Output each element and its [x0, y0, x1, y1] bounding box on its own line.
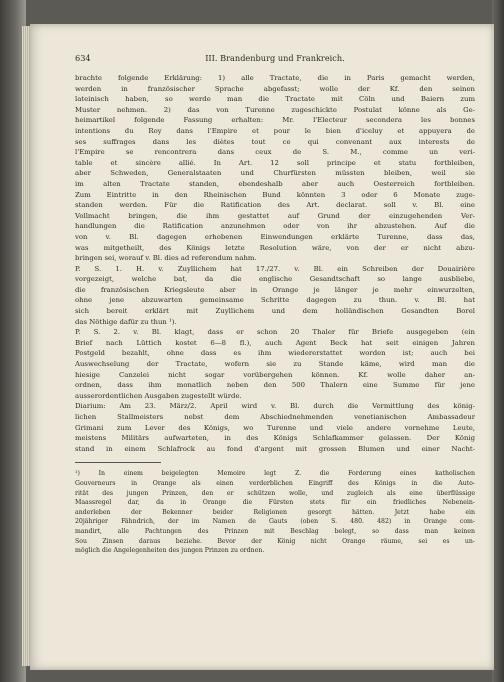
text-line: l'Empire se rencontrera dans ceux de S. M., comme un veri- [75, 148, 475, 157]
text-line: Vollmacht bringen, die ihm gestattet auf Grund der einzugehenden Ver- [75, 211, 475, 220]
text-line: Auswechselung der Tractate, wofern sie zu Stande käme, wird man die [75, 360, 475, 369]
text-line: ordnen, dass ihm monatlich neben den 500 Thalern eine Summe für jene [75, 381, 475, 390]
text-line: was mitgetheilt, des Königs letzte Resolution wäre, von der er nicht abzu- [75, 243, 475, 252]
text-line: aber Schweden, Generalstaaten und Churfürsten müssten bleiben, weil sie [75, 169, 475, 178]
footnote-line: Gouverneurs in Orange als einen verderblichen Eingriff des Königs in die Auto- [75, 479, 475, 487]
text-line: sich bereit erklärt mit Zuyllichem und dem holländischen Gesandten Borel [75, 307, 475, 316]
paragraph-ps2 [75, 327, 475, 401]
text-line: das Nöthige dafür zu thun ¹). [75, 317, 177, 326]
text-line: meistens Militärs aufwarteten, in des Königs Schlafkammer gelassen. Der König [75, 434, 475, 443]
page-content [75, 53, 475, 556]
page-number: 634 [75, 53, 91, 63]
footnote-line: rität des jungen Prinzen, den er schützen wolle, und zugleich als eine überflüssige [75, 489, 475, 497]
text-line: die französischen Kriegsleute aber in Orange je länger je mehr einwurzelten, [75, 285, 475, 294]
paragraph-body [75, 73, 475, 264]
text-line: heimartikel folgende Fassung erhalten: Mr. l'Electeur secondera les bonnes [75, 116, 475, 125]
text-line: Brief nach Lüttich kostet 6—8 fl.), auch Agent Beck hat seit einigen Jahren [75, 338, 475, 347]
text-line: ausserordentlichen Ausgaben zugestellt würde. [75, 391, 242, 400]
page-header [75, 53, 475, 67]
footnote-line: anderleben der Bekenner beider Religionen gesorgt hätten. Jetzt habe ein [75, 508, 475, 516]
text-line: stand in einem Schlafrock au fond d'argent mit grossen Blumen und einer Nacht- [75, 444, 475, 453]
text-line: im alten Tractate standen, ebendeshalb aber auch Oesterreich fortbleiben. [75, 179, 475, 188]
text-line: lichen Stallmeisters nebst dem Abschiednehmenden venetianischen Ambassadeur [75, 413, 475, 421]
running-head: III. Brandenburg und Frankreich. [205, 53, 345, 63]
footnote-line: Maassregel dar, da in Orange die Fürsten stets für ein friedliches Nebenein- [75, 499, 475, 507]
footnote-line: möglich die Angelegenheiten des jungen Prinzen zu ordnen. [75, 547, 265, 555]
text-line: werden in französischer Sprache abgefasst; wolle der Kf. den seinen [75, 84, 475, 93]
text-line: bringen sei, worauf v. Bl. dies ad referendum nahm. [75, 254, 257, 263]
book-page [30, 24, 494, 670]
paragraph-diarium [75, 401, 475, 454]
paragraph-ps1 [75, 264, 475, 328]
text-line: brachte folgende Erklärung: 1) alle Tractate, die in Paris gemacht werden, [75, 74, 475, 82]
text-line: hiesige Canzelei nicht sogar vorübergehen können. Kf. wolle daher an- [75, 370, 475, 379]
footnote-line: 20jähriger Fähndrich, der im Namen de Gauts (oben S. 480. 482) in Orange com- [75, 518, 475, 526]
text-line: Postgeld bezahlt, ohne dass es ihm wiedererstattet worden ist; auch bei [75, 349, 475, 358]
text-line: Grimani zum Lever des Königs, wo Turenne und viele andere vornehme Leute, [75, 423, 475, 432]
text-line: Zum Eintritte in den Rheinischen Bund könnten 3 oder 6 Monate zuge- [75, 190, 475, 199]
text-line: P. S. 1. H. v. Zuyllichem hat 17./27. v. Bl. ein Schreiben der Douairière [75, 264, 475, 273]
footnote-line: ¹) In einem beigelegten Memoire legt Z. die Forderung eines katholischen [75, 470, 475, 478]
footnote [75, 469, 475, 555]
text-line: intentions du Roy dans l'Empire et pour le bien d'iceluy et appuyera de [75, 126, 475, 135]
text-line: handlungen die Ratification anzunehmen oder von ihr abzustehen. Auf die [75, 222, 475, 231]
text-line: P. S. 2. v. Bl. klagt, dass er schon 20 Thaler für Briefe ausgegeben (ein [75, 328, 475, 337]
text-line: vorgezeigt, welche bat, da die englische Gesandtschaft so lange ausbliebe, [75, 275, 475, 284]
text-line: ses suffrages dans les diètes tout ce qui convenant aux interests de [75, 137, 475, 146]
footnote-line: mandirt, alle Pachtungen des Prinzen mit Beschlag belegt, so dass man keinen [75, 527, 475, 535]
text-line: standen werden. Für die Ratification des Art. declarat. soll v. Bl. eine [75, 201, 475, 210]
text-line: table et sincère allié. In Art. 12 soll principe et statu fortbleiben, [75, 158, 475, 167]
footnote-line: Sou Zinsen daraus beziehe. Bevor der König nicht Orange räume, sei es un- [75, 537, 475, 545]
text-line: von v. Bl. dagegen erhobenen Einwendungen erklärte Turenne, dass das, [75, 232, 475, 241]
text-line: ohne jene abzuwarten gemeinsame Schritte dagegen zu thun. v. Bl. hat [75, 296, 475, 305]
footnote-divider [75, 462, 161, 463]
text-line: lateinisch haben, so werde man die Tractate mit Cöln und Baiern zum [75, 95, 475, 104]
text-line: Muster nehmen. 2) das von Turenne zugeschickte Postulat könne als Ge- [75, 105, 475, 114]
text-line: Diarium: Am 23. März/2. April wird v. Bl. durch die Vermittlung des könig- [75, 402, 475, 411]
